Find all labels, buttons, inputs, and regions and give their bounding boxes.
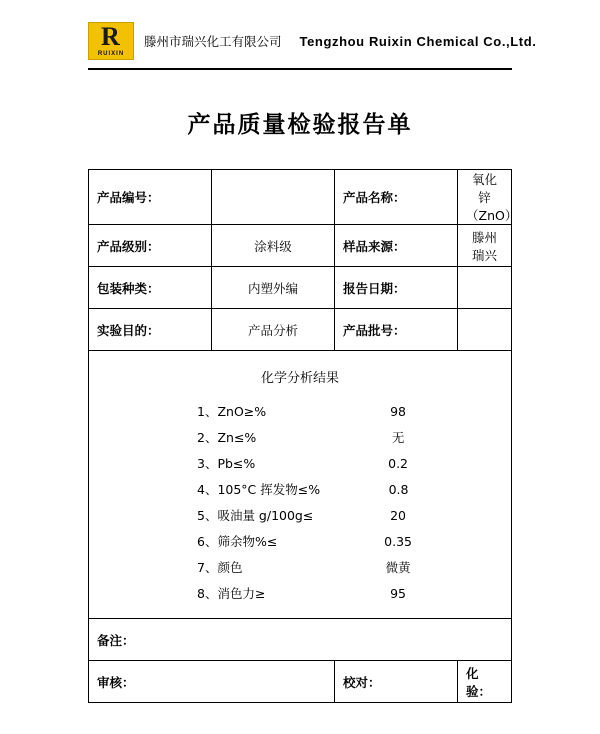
field-value-product-name: 氧化锌（ZnO） [458, 170, 512, 225]
table-row [89, 267, 512, 309]
header-divider [88, 68, 512, 70]
logo-wordmark: RUIXIN [97, 51, 125, 57]
field-label-report-date: 报告日期： [335, 267, 458, 309]
remark-label: 备注： [89, 619, 512, 661]
result-value: 微黄 [385, 560, 411, 575]
result-value: 无 [391, 430, 405, 445]
field-label-package-type: 包装种类： [89, 267, 212, 309]
result-value: 0.8 [388, 481, 409, 497]
field-value-batch-number [458, 309, 512, 351]
document-header [0, 0, 600, 60]
result-value: 95 [390, 585, 407, 601]
list-item [97, 476, 503, 502]
list-item [97, 424, 503, 450]
field-label-test-purpose: 实验目的： [89, 309, 212, 351]
field-label-product-code: 产品编号： [89, 170, 212, 225]
page-title: 产品质量检验报告单 [187, 112, 413, 138]
company-logo-icon [88, 22, 134, 60]
table-row [89, 170, 512, 225]
field-label-sample-source: 样品来源： [335, 225, 458, 267]
chemical-results-cell [89, 351, 512, 619]
result-name: 4、105°C 挥发物≤% [197, 482, 321, 497]
table-row-results [89, 351, 512, 619]
logo-letter: R [101, 22, 120, 51]
field-value-test-purpose: 产品分析 [212, 309, 335, 351]
results-title: 化学分析结果 [260, 371, 339, 386]
field-value-package-type: 内塑外编 [212, 267, 335, 309]
result-value: 0.2 [388, 455, 409, 471]
signature-proofread: 校对： [335, 661, 458, 703]
result-value: 20 [390, 507, 407, 523]
list-item [97, 580, 503, 606]
list-item [97, 398, 503, 424]
result-name: 6、筛余物%≤ [197, 534, 278, 549]
result-name: 8、消色力≥ [197, 586, 266, 601]
field-value-product-code [212, 170, 335, 225]
list-item [97, 554, 503, 580]
field-label-product-grade: 产品级别： [89, 225, 212, 267]
table-row-remark [89, 619, 512, 661]
result-name: 3、Pb≤% [197, 456, 256, 471]
results-bottom-spacer [97, 606, 503, 618]
company-name-en: Tengzhou Ruixin Chemical Co.,Ltd. [299, 33, 537, 49]
report-table [88, 169, 518, 703]
list-item [97, 502, 503, 528]
field-label-product-name: 产品名称： [335, 170, 458, 225]
result-value: 98 [390, 403, 407, 419]
field-value-product-grade: 涂料级 [212, 225, 335, 267]
result-name: 2、Zn≤% [197, 430, 257, 445]
signature-audit: 审核： [89, 661, 335, 703]
result-value: 0.35 [384, 533, 412, 549]
report-table-wrapper [88, 169, 518, 703]
result-name: 5、吸油量 g/100g≤ [197, 508, 314, 523]
signature-test: 化验： [458, 661, 512, 703]
table-row [89, 225, 512, 267]
table-row-signatures [89, 661, 512, 703]
field-value-report-date [458, 267, 512, 309]
result-name: 1、ZnO≥% [197, 404, 267, 419]
table-row [89, 309, 512, 351]
result-name: 7、颜色 [197, 560, 243, 575]
company-name-cn: 滕州市瑞兴化工有限公司 [144, 34, 282, 49]
list-item [97, 528, 503, 554]
field-label-batch-number: 产品批号： [335, 309, 458, 351]
field-value-sample-source: 滕州瑞兴 [458, 225, 512, 267]
list-item [97, 450, 503, 476]
